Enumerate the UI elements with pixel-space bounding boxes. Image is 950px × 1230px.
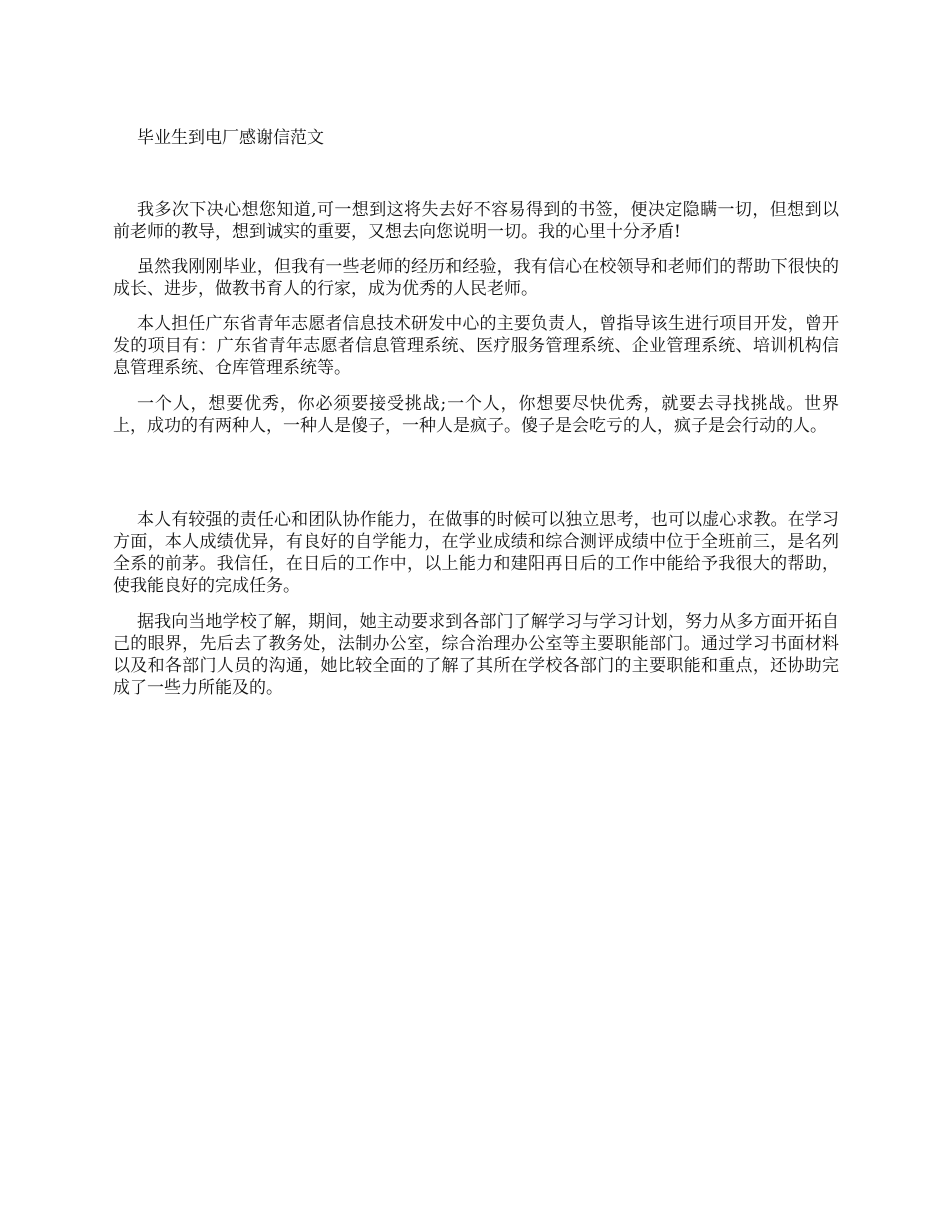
paragraph-5: 本人有较强的责任心和团队协作能力，在做事的时候可以独立思考，也可以虚心求教。在学习方面，本人成绩优异，有良好的自学能力，在学业成绩和综合测评成绩中位于全班前三，是名列全系的前茅。我信任，在日后的工作中，以上能力和建阳再日后的工作中能给予我很大的帮助，使我能良好的完成任务。: [113, 510, 839, 596]
paragraph-1: 我多次下决心想您知道,可一想到这将失去好不容易得到的书签，便决定隐瞒一切，但想到以前老师的教导，想到诚实的重要，又想去向您说明一切。我的心里十分矛盾!: [113, 200, 839, 242]
paragraph-2: 虽然我刚刚毕业，但我有一些老师的经历和经验，我有信心在校领导和老师们的帮助下很快的成长、进步，做教书育人的行家，成为优秀的人民老师。: [113, 257, 839, 299]
paragraph-4: 一个人，想要优秀，你必须要接受挑战;一个人，你想要尽快优秀，就要去寻找挑战。世界上，成功的有两种人，一种人是傻子，一种人是疯子。傻子是会吃亏的人，疯子是会行动的人。: [113, 394, 839, 436]
document-title: 毕业生到电厂感谢信范文: [137, 128, 324, 148]
paragraph-3: 本人担任广东省青年志愿者信息技术研发中心的主要负责人，曾指导该生进行项目开发，曾开发的项目有：广东省青年志愿者信息管理系统、医疗服务管理系统、企业管理系统、培训机构信息管理系统、仓库管理系统等。: [113, 314, 839, 378]
paragraph-6: 据我向当地学校了解，期间，她主动要求到各部门了解学习与学习计划，努力从多方面开拓自己的眼界，先后去了教务处，法制办公室，综合治理办公室等主要职能部门。通过学习书面材料以及和各部门人员的沟通，她比较全面的了解了其所在学校各部门的主要职能和重点，还协助完成了一些力所能及的。: [113, 612, 839, 698]
